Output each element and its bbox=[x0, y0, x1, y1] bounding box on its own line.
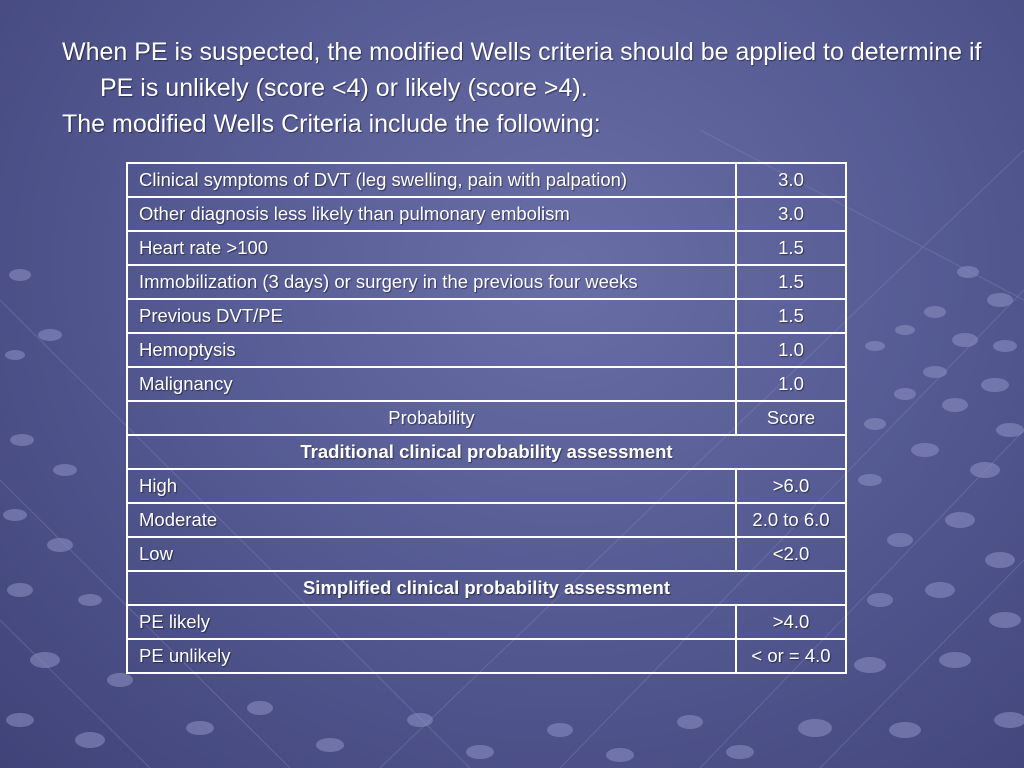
table-row bbox=[127, 163, 846, 197]
traditional-assessment-title: Traditional clinical probability assessment bbox=[127, 435, 846, 469]
simplified-assessment-title: Simplified clinical probability assessment bbox=[127, 571, 846, 605]
criterion-label: Clinical symptoms of DVT (leg swelling, pain with palpation) bbox=[127, 163, 736, 197]
probability-label: PE likely bbox=[127, 605, 736, 639]
table-row bbox=[127, 469, 846, 503]
criterion-label: Previous DVT/PE bbox=[127, 299, 736, 333]
table-row bbox=[127, 265, 846, 299]
intro-line-2: The modified Wells Criteria include the following: bbox=[62, 110, 601, 138]
intro-text bbox=[62, 34, 982, 142]
criterion-points: 1.0 bbox=[736, 367, 846, 401]
table-header-row bbox=[127, 401, 846, 435]
criterion-points: 1.5 bbox=[736, 231, 846, 265]
table-row bbox=[127, 537, 846, 571]
table-row bbox=[127, 299, 846, 333]
section-row bbox=[127, 435, 846, 469]
table-row bbox=[127, 197, 846, 231]
probability-score: 2.0 to 6.0 bbox=[736, 503, 846, 537]
probability-label: High bbox=[127, 469, 736, 503]
table-row bbox=[127, 231, 846, 265]
criterion-label: Malignancy bbox=[127, 367, 736, 401]
criterion-label: Hemoptysis bbox=[127, 333, 736, 367]
criterion-points: 3.0 bbox=[736, 163, 846, 197]
criterion-points: 1.0 bbox=[736, 333, 846, 367]
probability-label: PE unlikely bbox=[127, 639, 736, 673]
section-row bbox=[127, 571, 846, 605]
table-row bbox=[127, 503, 846, 537]
criterion-points: 3.0 bbox=[736, 197, 846, 231]
criterion-label: Heart rate >100 bbox=[127, 231, 736, 265]
probability-score: >4.0 bbox=[736, 605, 846, 639]
table-row bbox=[127, 605, 846, 639]
criterion-points: 1.5 bbox=[736, 299, 846, 333]
intro-line-1: When PE is suspected, the modified Wells criteria should be applied to determine if PE is unlikely (score <4) or likely (score >4). bbox=[62, 38, 982, 102]
probability-score: >6.0 bbox=[736, 469, 846, 503]
criterion-points: 1.5 bbox=[736, 265, 846, 299]
criterion-label: Immobilization (3 days) or surgery in the previous four weeks bbox=[127, 265, 736, 299]
probability-header: Probability bbox=[127, 401, 736, 435]
criterion-label: Other diagnosis less likely than pulmonary embolism bbox=[127, 197, 736, 231]
score-header: Score bbox=[736, 401, 846, 435]
wells-criteria-table bbox=[126, 162, 847, 674]
probability-score: < or = 4.0 bbox=[736, 639, 846, 673]
table-row bbox=[127, 367, 846, 401]
table-row bbox=[127, 639, 846, 673]
probability-score: <2.0 bbox=[736, 537, 846, 571]
table-row bbox=[127, 333, 846, 367]
probability-label: Moderate bbox=[127, 503, 736, 537]
probability-label: Low bbox=[127, 537, 736, 571]
